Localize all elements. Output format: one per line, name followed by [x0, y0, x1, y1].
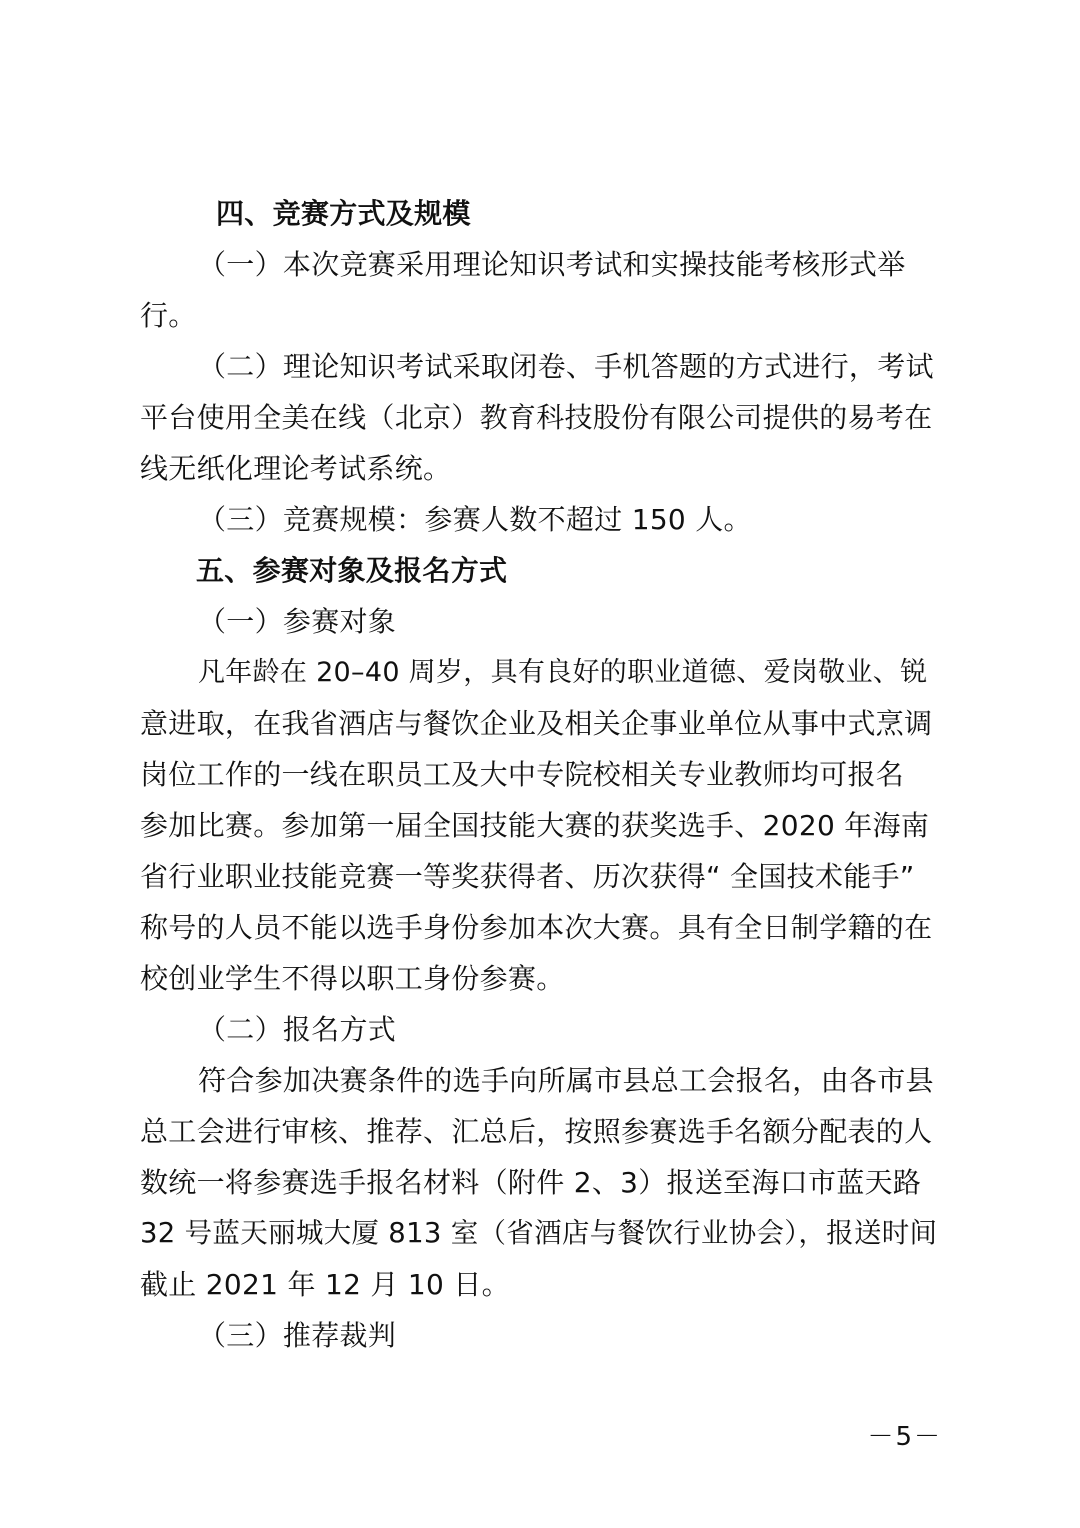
paragraph-line: 数统一将参赛选手报名材料（附件 2、3）报送至海口市蓝天路	[140, 1166, 922, 1199]
section-4-item-2-line-3: 线无纸化理论考试系统。	[140, 452, 452, 485]
section-5-sub-2-title: （二）报名方式	[198, 1013, 397, 1046]
page-number: －5－	[867, 1422, 942, 1452]
paragraph-line: 校创业学生不得以职工身份参赛。	[140, 962, 565, 995]
section-4-item-1-line-2: 行。	[140, 299, 197, 332]
section-5-heading: 五、参赛对象及报名方式	[196, 554, 508, 587]
page-body	[140, 188, 940, 1361]
section-4-item-2-line-2: 平台使用全美在线（北京）教育科技股份有限公司提供的易考在	[140, 401, 933, 434]
section-5-sub-1-title: （一）参赛对象	[198, 605, 397, 638]
section-4-item-1-line-1: （一）本次竞赛采用理论知识考试和实操技能考核形式举	[198, 248, 906, 281]
section-5-sub-3-title: （三）推荐裁判	[198, 1319, 397, 1352]
paragraph-line: 称号的人员不能以选手身份参加本次大赛。具有全日制学籍的在	[140, 911, 933, 944]
section-4-heading: 四、竞赛方式及规模	[216, 197, 471, 230]
paragraph-line: 省行业职业技能竞赛一等奖获得者、历次获得“ 全国技术能手”	[140, 860, 915, 893]
paragraph-line: 总工会进行审核、推荐、汇总后，按照参赛选手名额分配表的人	[140, 1115, 933, 1148]
paragraph-line: 岗位工作的一线在职员工及大中专院校相关专业教师均可报名	[140, 758, 905, 791]
paragraph-line: 凡年龄在 20–40 周岁，具有良好的职业道德、爱岗敬业、锐	[198, 657, 928, 688]
paragraph-line: 符合参加决赛条件的选手向所属市县总工会报名，由各市县	[198, 1064, 934, 1097]
paragraph-line: 参加比赛。参加第一届全国技能大赛的获奖选手、2020 年海南	[140, 809, 930, 842]
paragraph-line: 32 号蓝天丽城大厦 813 室（省酒店与餐饮行业协会），报送时间	[140, 1217, 938, 1249]
section-4-item-2-line-1: （二）理论知识考试采取闭卷、手机答题的方式进行，考试	[198, 350, 934, 383]
paragraph-line: 意进取，在我省酒店与餐饮企业及相关企事业单位从事中式烹调	[140, 707, 933, 740]
section-4-item-3: （三）竞赛规模：参赛人数不超过 150 人。	[198, 503, 752, 536]
paragraph-line: 截止 2021 年 12 月 10 日。	[140, 1268, 510, 1301]
